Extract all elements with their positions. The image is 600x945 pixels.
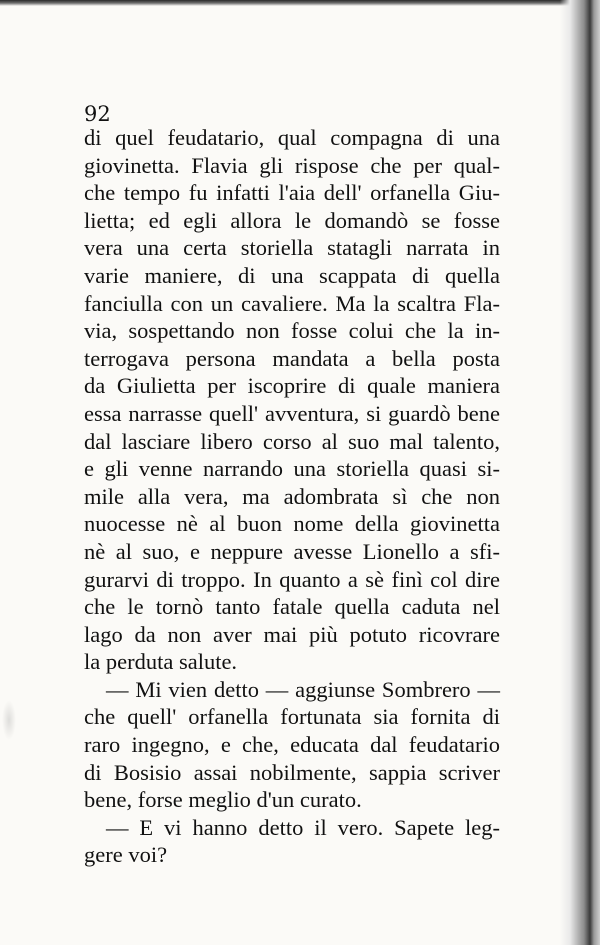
text-line: bene, forse meglio d'un curato. [84,787,362,813]
text-line: che quell' orfanella fortunata sia fornita di [84,704,500,730]
text-line: lago da non aver mai più potuto ricovrare [84,621,500,647]
text-line: nè al suo, e neppure avesse Lionello a sfi- [84,538,500,564]
text-line: di quel feudatario, qual compagna di una [84,125,500,150]
text-line: essa narrasse quell' avventura, si guardò bene [84,400,500,426]
text-line: via, sospettando non fosse colui che la in- [84,318,500,344]
text-line: — Mi vien detto — aggiunse Sombrero — [106,676,500,702]
page-number: 92 [84,102,111,126]
text-line: e gli venne narrando una storiella quasi si- [84,456,500,482]
page-top-edge-shadow [0,0,600,6]
text-line: di Bosisio assai nobilmente, sappia scriver [84,759,500,785]
text-line: giovinetta. Flavia gli rispose che per qual- [84,152,500,178]
text-line: dal lasciare libero corso al suo mal talento, [84,428,500,454]
text-line: terrogava persona mandata a bella posta [84,345,500,371]
paper-smudge [2,700,16,740]
text-line: nuocesse nè al buon nome della giovinetta [84,511,500,537]
body-text [84,124,500,869]
text-line: vera una certa storiella statagli narrata in [84,235,500,261]
text-line: mile alla vera, ma adombrata sì che non [84,483,500,509]
text-line: da Giulietta per iscoprire di quale maniera [84,373,500,399]
text-line: gurarvi di troppo. In quanto a sè finì col dire [84,566,500,592]
text-line: fanciulla con un cavaliere. Ma la scaltra Fla- [84,290,500,316]
text-line: lietta; ed egli allora le domandò se fosse [84,207,500,233]
text-line: che tempo fu infatti l'aia dell' orfanella Giu- [84,180,500,206]
text-line: la perduta salute. [84,649,238,675]
text-line: varie maniere, di una scappata di quella [84,262,500,288]
text-line: raro ingegno, e che, educata dal feudatario [84,732,500,758]
text-line: gere voi? [84,842,168,868]
text-line: — E vi hanno detto il vero. Sapete leg- [106,814,500,840]
page-binding-shadow [560,0,600,945]
text-line: che le tornò tanto fatale quella caduta nel [84,594,500,620]
